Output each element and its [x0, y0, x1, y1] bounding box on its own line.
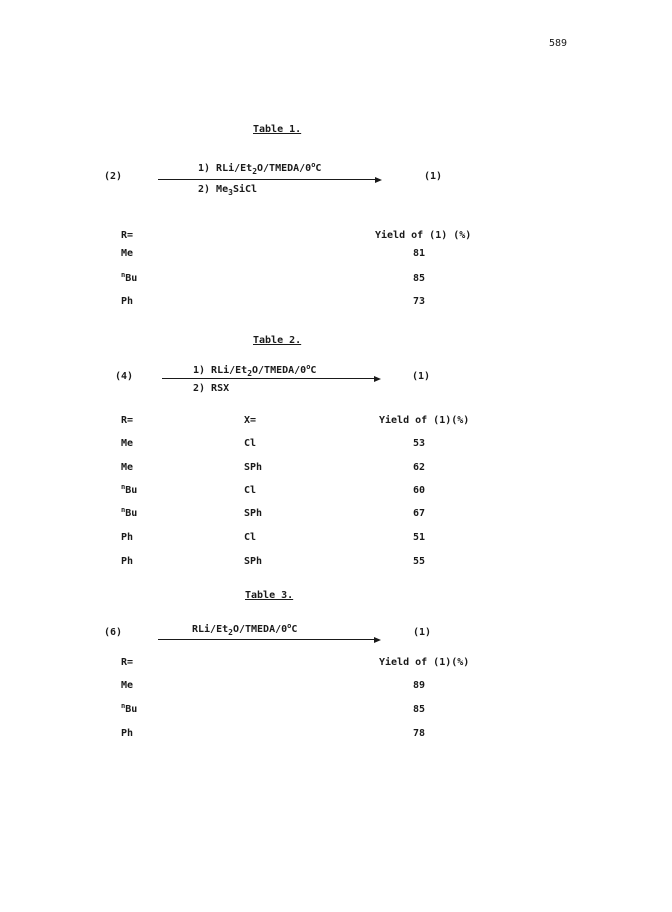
table3-row3-r: Ph — [121, 728, 134, 739]
page-number: 589 — [549, 38, 568, 49]
table1-row1-yield: 81 — [413, 248, 426, 259]
table2-row3-x: Cl — [244, 485, 257, 496]
table2-reactant: (4) — [115, 371, 134, 382]
table3-header-yield: Yield of (1)(%) — [379, 657, 470, 668]
table2-product: (1) — [412, 371, 431, 382]
table1-row2-yield: 85 — [413, 273, 426, 284]
table2-row5-yield: 51 — [413, 532, 426, 543]
table2-row6-x: SPh — [244, 556, 263, 567]
table2-header-yield: Yield of (1)(%) — [379, 415, 470, 426]
table2-row2-yield: 62 — [413, 462, 426, 473]
table2-header-r: R= — [121, 415, 134, 426]
table2-step1: 1) RLi/$Et_2O/TMEDA/0^oC$ — [193, 363, 317, 378]
table1-step1: 1) RLi/$Et_2O/TMEDA/0^oC$ — [198, 161, 322, 176]
table2-row2-x: SPh — [244, 462, 263, 473]
table1-header-r: R= — [121, 230, 134, 241]
table2-title: Table 2. — [253, 335, 302, 346]
table2-row6-yield: 55 — [413, 556, 426, 567]
table1-reactant: (2) — [104, 171, 123, 182]
table1-row2-r: $^n$Bu — [121, 271, 138, 284]
table2-row4-r: $^n$Bu — [121, 506, 138, 519]
table3-row3-yield: 78 — [413, 728, 426, 739]
table2-row2-r: Me — [121, 462, 134, 473]
table1-row3-r: Ph — [121, 296, 134, 307]
table1-step2: 2) $Me_3SiCl$ — [198, 184, 258, 197]
table2-step2: 2) RSX — [193, 383, 230, 394]
table2-row5-r: Ph — [121, 532, 134, 543]
table2-row3-yield: 60 — [413, 485, 426, 496]
table2-row4-yield: 67 — [413, 508, 426, 519]
table3-reaction-arrow — [158, 639, 375, 640]
table2-row1-r: Me — [121, 438, 134, 449]
table2-header-x: X= — [244, 415, 257, 426]
table1-product: (1) — [424, 171, 443, 182]
table3-product: (1) — [413, 627, 432, 638]
table3-arrow-head — [374, 637, 381, 643]
table3-reactant: (6) — [104, 627, 123, 638]
table2-row5-x: Cl — [244, 532, 257, 543]
table2-arrow-head — [374, 376, 381, 382]
table3-row2-yield: 85 — [413, 704, 426, 715]
table2-row6-r: Ph — [121, 556, 134, 567]
table2-row1-yield: 53 — [413, 438, 426, 449]
table2-row3-r: $^n$Bu — [121, 483, 138, 496]
table3-step1: RLi/$Et_2O/TMEDA/0^oC$ — [192, 622, 298, 637]
table2-reaction-arrow — [162, 378, 375, 379]
table3-row1-yield: 89 — [413, 680, 426, 691]
table2-row1-x: Cl — [244, 438, 257, 449]
table3-title: Table 3. — [245, 590, 294, 601]
table1-arrow-head — [375, 177, 382, 183]
table1-row1-r: Me — [121, 248, 134, 259]
table2-row4-x: SPh — [244, 508, 263, 519]
table1-title: Table 1. — [253, 124, 302, 135]
table1-reaction-arrow — [158, 179, 376, 180]
table3-row1-r: Me — [121, 680, 134, 691]
table1-row3-yield: 73 — [413, 296, 426, 307]
table1-header-yield: Yield of (1) (%) — [375, 230, 472, 241]
table3-header-r: R= — [121, 657, 134, 668]
table3-row2-r: $^n$Bu — [121, 702, 138, 715]
